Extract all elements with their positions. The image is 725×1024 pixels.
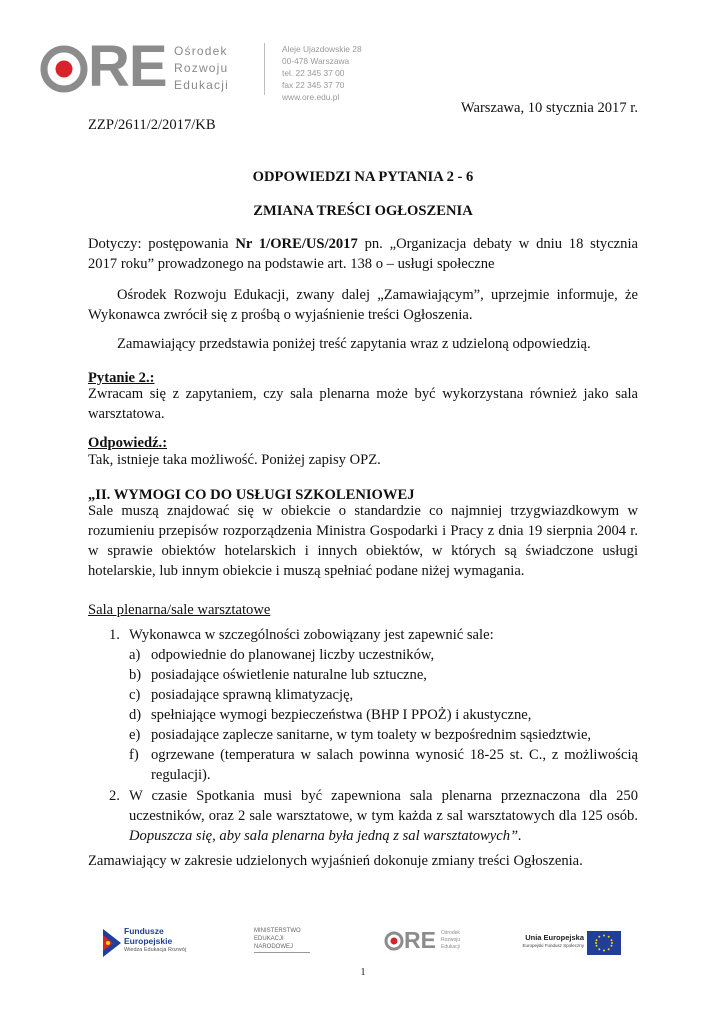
ore-logo-letters: RE <box>88 34 167 99</box>
ue-line-2: Europejski Fundusz Społeczny <box>522 943 584 948</box>
sub-list-item: e) posiadające zaplecze sanitarne, w tym toalety w bezpośrednim sąsiedztwie, <box>129 727 592 743</box>
ore-footer-ring-icon <box>384 931 404 951</box>
question-label: Pytanie 2.: <box>88 370 155 386</box>
intro-paragraph: Ośrodek Rozwoju Edukacji, zwany dalej „Zamawiającym”, uprzejmie informuje, że Wykonawca zwrócił się z prośbą o wyjaśnienie treści Ogłoszenia. <box>88 287 638 323</box>
dotyczy-post: pn. „Organizacja debaty w dniu 18 stycznia 2017 roku” prowadzonego na podstawie art. 138 o – usługi społeczne <box>88 236 638 272</box>
reference-number: ZZP/2611/2/2017/KB <box>88 117 216 133</box>
list-item-1-text: Wykonawca w szczególności zobowiązany jest zapewnić sale: <box>129 627 494 643</box>
ore-footer-sub-2: Rozwoju <box>441 937 461 943</box>
doc-subtitle: ZMIANA TREŚCI OGŁOSZENIA <box>253 203 473 219</box>
men-underline <box>254 952 310 953</box>
closing-paragraph: Zamawiający w zakresie udzielonych wyjaśnień dokonuje zmiany treści Ogłoszenia. <box>88 853 583 869</box>
sub-list-item: a) odpowiednie do planowanej liczby uczestników, <box>129 647 435 663</box>
fe-line-3: Wiedza Edukacja Rozwój <box>124 947 187 953</box>
sub-list <box>129 645 638 785</box>
address-city: 00-478 Warszawa <box>282 56 350 66</box>
place-date: Warszawa, 10 stycznia 2017 r. <box>460 100 638 116</box>
fundusze-europejskie-logo <box>103 927 203 961</box>
header-address <box>282 43 362 103</box>
section-title: „II. WYMOGI CO DO USŁUGI SZKOLENIOWEJ <box>88 487 415 503</box>
fe-line-2: Europejskie <box>124 935 173 946</box>
page-number: 1 <box>360 967 366 978</box>
list-item-2-number: 2. <box>109 788 120 804</box>
sub-list-item: b) posiadające oświetlenie naturalne lub sztuczne, <box>129 667 427 683</box>
ore-footer-letters: RE <box>404 927 436 953</box>
section-text: Sale muszą znajdować się w obiekcie o standardzie co najmniej trzygwiazdkowym w rozumieniu przepisów rozporządzenia Ministra Gospodarki i Pracy z dnia 19 sierpnia 2004 r. w sprawie obiektów hotelarskich i innych obiektów, w których są świadczone usługi hotelarskie, lub innym obiekcie i muszą spełniać podane niżej wymagania. <box>88 503 638 579</box>
men-line-2: EDUKACJI <box>254 936 284 942</box>
sub-heading: Sala plenarna/sale warsztatowe <box>88 602 271 618</box>
ore-footer-logo <box>384 929 474 955</box>
men-line-3: NARODOWEJ <box>254 944 293 950</box>
doc-title: ODPOWIEDZI NA PYTANIA 2 - 6 <box>252 169 474 185</box>
address-www: www.ore.edu.pl <box>282 92 340 102</box>
ore-sub-3: Edukacji <box>174 78 229 92</box>
list-item-1 <box>109 625 638 846</box>
men-line-1: MINISTERSTWO <box>254 928 301 934</box>
fe-star-icon <box>103 929 121 957</box>
men-logo <box>254 927 324 959</box>
presentation-paragraph: Zamawiający przedstawia poniżej treść zapytania wraz z udzieloną odpowiedzią. <box>117 336 591 352</box>
sub-list-item: c) posiadające sprawną klimatyzację, <box>129 687 354 703</box>
ue-line-1: Unia Europejska <box>525 933 584 942</box>
eu-flag-icon <box>587 931 621 955</box>
dotyczy-pre: Dotyczy: postępowania <box>88 236 236 252</box>
ore-logo-ring-icon <box>40 45 88 93</box>
question-text: Zwracam się z zapytaniem, czy sala plenarna może być wykorzystana również jako sala warsztatowa. <box>88 386 638 422</box>
ore-sub-1: Ośrodek <box>174 44 228 58</box>
sub-list-item: f) ogrzewane (temperatura w salach powinna wynosić 18-25 st. C., z możliwością regulacji). <box>129 747 638 783</box>
dotyczy-number: Nr 1/ORE/US/2017 <box>235 236 358 252</box>
list-item-2-italic: Dopuszcza się, aby sala plenarna była jedną z sal warsztatowych”. <box>129 828 522 844</box>
answer-label: Odpowiedź.: <box>88 435 168 451</box>
header-divider <box>264 43 265 95</box>
dotyczy-paragraph <box>88 234 638 274</box>
address-street: Aleje Ujazdowskie 28 <box>282 44 362 54</box>
header-logo <box>40 34 260 99</box>
list-item-1-number: 1. <box>109 627 120 643</box>
unia-europejska-logo <box>508 929 622 957</box>
address-fax: fax 22 345 37 70 <box>282 80 345 90</box>
address-tel: tel. 22 345 37 00 <box>282 68 345 78</box>
ore-footer-sub-1: Ośrodek <box>441 930 460 936</box>
sub-list-item: d) spełniające wymogi bezpieczeństwa (BHP I PPOŻ) i akustyczne, <box>129 707 532 723</box>
ore-sub-2: Rozwoju <box>174 61 229 75</box>
list-item-2-text: W czasie Spotkania musi być zapewniona sala plenarna przeznaczona dla 250 uczestników, oraz 2 sale warsztatowe, w tym każda z sal warsztatowych dla 125 osób. <box>129 788 638 824</box>
answer-text: Tak, istnieje taka możliwość. Poniżej zapisy OPZ. <box>88 452 381 468</box>
fe-line-1: Fundusze <box>124 926 164 936</box>
ore-footer-sub-3: Edukacji <box>441 944 460 950</box>
